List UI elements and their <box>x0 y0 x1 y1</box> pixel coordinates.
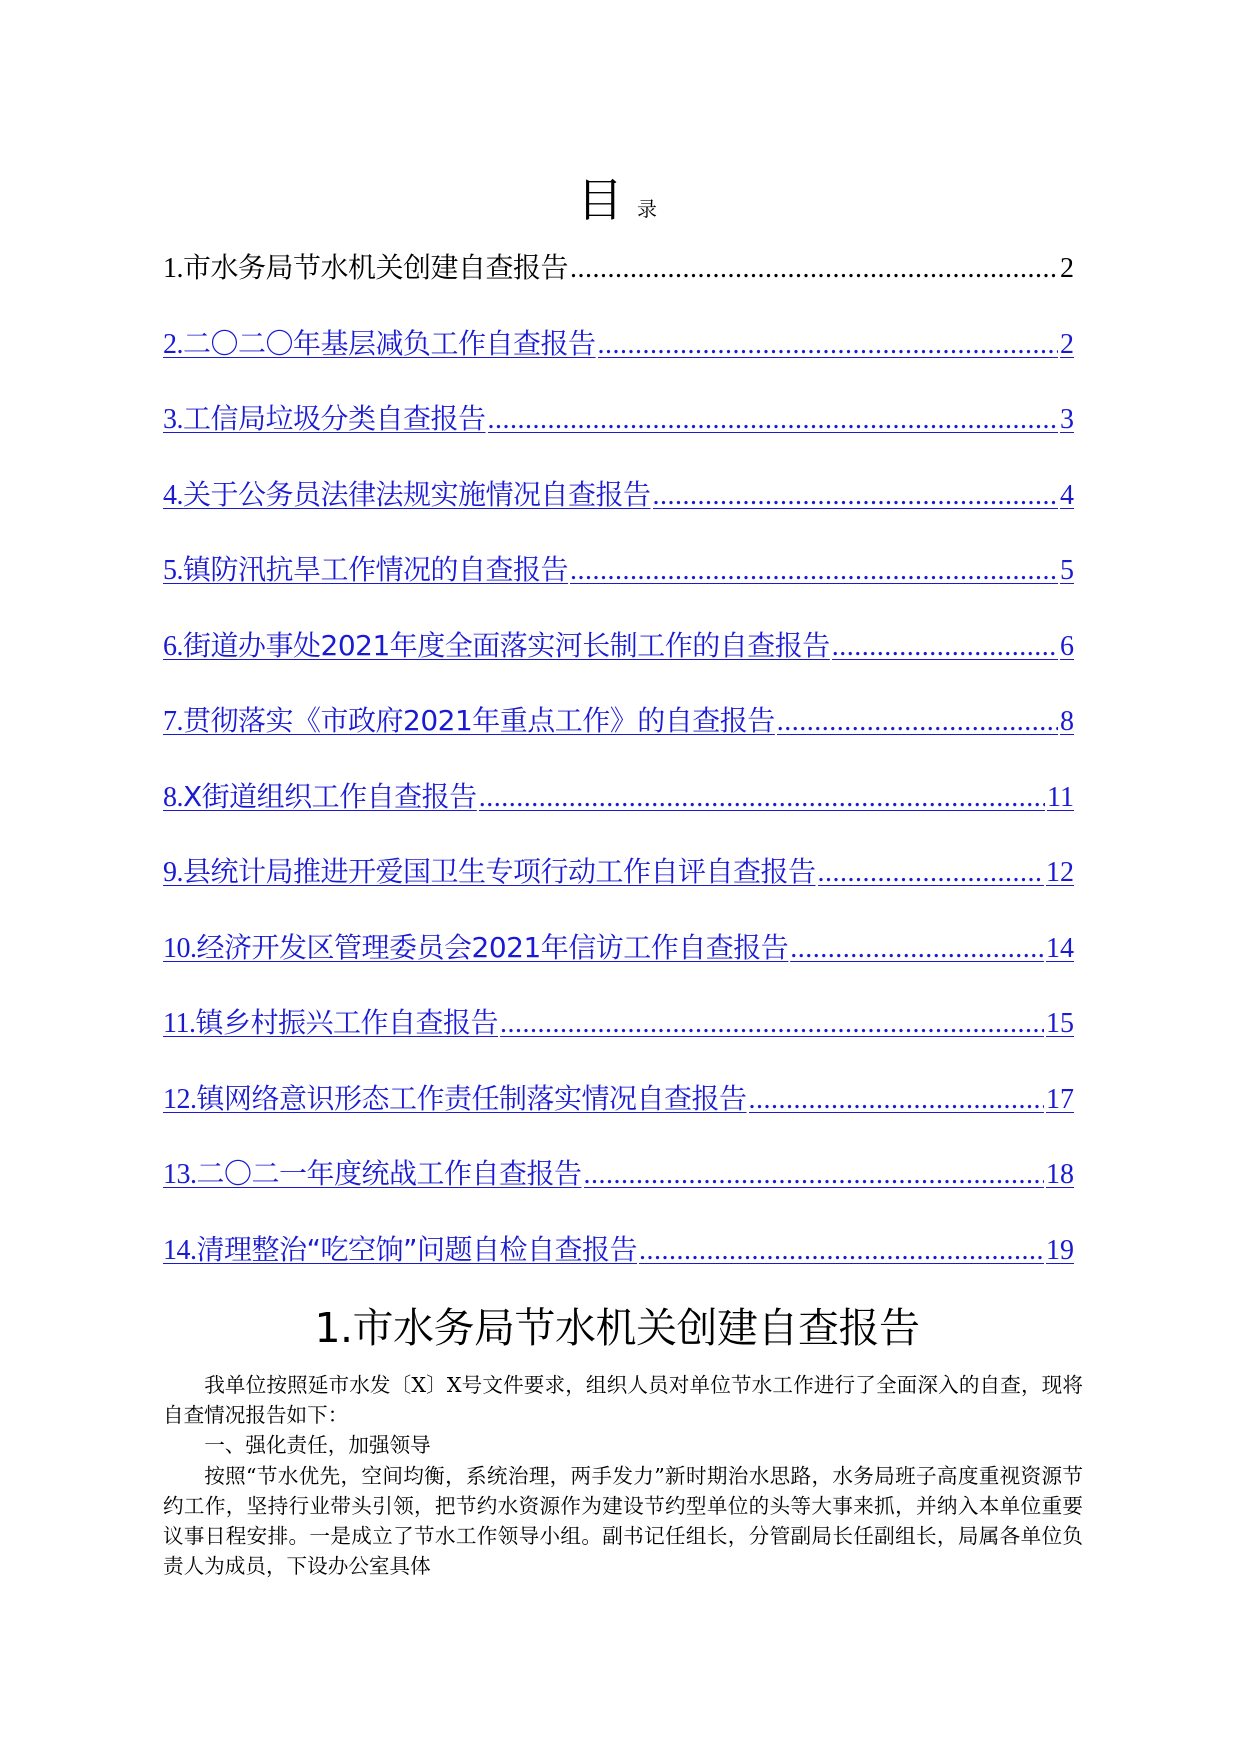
toc-entry-number: 5. <box>163 555 183 586</box>
toc-entry-number: 10. <box>163 932 197 964</box>
toc-entry-number: 12. <box>163 1083 197 1115</box>
toc-entry-number: 6. <box>163 630 183 662</box>
toc-entry-page-number: 8 <box>1060 706 1074 737</box>
toc-entry-number: 3. <box>163 404 183 435</box>
toc-entry-page-number: 18 <box>1046 1159 1074 1190</box>
toc-entry-text: X街道组织工作自查报告 <box>183 779 477 813</box>
toc-entry-leader-dots <box>500 1002 1044 1046</box>
toc-entry-leader-dots <box>584 1153 1044 1197</box>
table-of-contents <box>163 246 1074 1303</box>
toc-entry-text: 镇防汛抗旱工作情况的自查报告 <box>183 553 569 586</box>
toc-entry-number: 4. <box>163 479 183 511</box>
toc-entry-3[interactable] <box>163 397 1074 473</box>
toc-entry-number: 8. <box>163 781 183 813</box>
article-paragraph: 按照“节水优先，空间均衡，系统治理，两手发力”新时期治水思路，水务局班子高度重视资源节约工作，坚持行业带头引领，把节约水资源作为建设节约型单位的头等大事来抓，并纳入本单位重要议事日程安排。一是成立了节水工作领导小组。副书记任组长，分管副局长任副组长，局属各单位负责人为成员，下设办公室具体 <box>163 1463 1083 1579</box>
toc-entry-2[interactable] <box>163 322 1074 398</box>
toc-entry-title <box>163 850 816 895</box>
toc-entry-number: 14. <box>163 1234 197 1266</box>
toc-entry-number: 13. <box>163 1159 197 1190</box>
toc-heading <box>0 172 1234 239</box>
toc-entry-page-number: 2 <box>1060 253 1074 284</box>
toc-entry-page-number: 17 <box>1046 1083 1074 1115</box>
toc-entry-6[interactable] <box>163 624 1074 700</box>
toc-entry-text: 关于公务员法律法规实施情况自查报告 <box>183 477 651 511</box>
toc-entry-title <box>163 1077 747 1122</box>
toc-entry-text: 经济开发区管理委员会2021年信访工作自查报告 <box>196 930 789 964</box>
toc-entry-leader-dots <box>598 323 1058 367</box>
toc-entry-1[interactable] <box>163 246 1074 322</box>
toc-entry-leader-dots <box>479 776 1045 820</box>
toc-entry-title <box>163 397 486 442</box>
toc-entry-leader-dots <box>749 1078 1044 1122</box>
toc-entry-leader-dots <box>488 398 1058 442</box>
article-paragraph: 我单位按照延市水发〔X〕X号文件要求，组织人员对单位节水工作进行了全面深入的自查，现将自查情况报告如下： <box>163 1373 1083 1428</box>
article-title: 1.市水务局节水机关创建自查报告 <box>314 1304 920 1352</box>
toc-entry-14[interactable] <box>163 1228 1074 1304</box>
toc-entry-title <box>163 322 596 367</box>
article-paragraph: 一、强化责任，加强领导 <box>204 1433 431 1458</box>
toc-entry-text: 街道办事处2021年度全面落实河长制工作的自查报告 <box>183 628 830 662</box>
toc-entry-5[interactable] <box>163 548 1074 624</box>
toc-entry-text: 二〇二〇年基层减负工作自查报告 <box>183 326 596 360</box>
toc-entry-leader-dots <box>777 700 1058 744</box>
toc-entry-page-number: 5 <box>1060 555 1074 586</box>
toc-entry-11[interactable] <box>163 1001 1074 1077</box>
toc-entry-leader-dots <box>653 474 1058 518</box>
toc-heading-main: 目 <box>577 173 623 227</box>
toc-entry-number: 9. <box>163 857 183 888</box>
toc-entry-number: 1. <box>163 253 183 284</box>
toc-entry-title <box>163 1001 498 1046</box>
toc-entry-text: 县统计局推进开爱国卫生专项行动工作自评自查报告 <box>183 855 816 888</box>
toc-entry-text: 镇网络意识形态工作责任制落实情况自查报告 <box>196 1081 747 1115</box>
toc-entry-title <box>163 246 568 291</box>
toc-entry-leader-dots <box>639 1229 1044 1273</box>
toc-entry-title <box>163 1152 582 1197</box>
toc-entry-number: 2. <box>163 328 183 360</box>
toc-entry-4[interactable] <box>163 473 1074 549</box>
toc-entry-text: 清理整治“吃空饷”问题自检自查报告 <box>196 1232 638 1266</box>
toc-entry-8[interactable] <box>163 775 1074 851</box>
toc-entry-text: 市水务局节水机关创建自查报告 <box>183 251 569 284</box>
toc-heading-sub: 录 <box>637 197 657 221</box>
toc-entry-leader-dots <box>570 247 1058 291</box>
article-body <box>163 1370 1083 1581</box>
toc-entry-text: 二〇二一年度统战工作自查报告 <box>196 1157 582 1190</box>
toc-entry-page-number: 6 <box>1060 630 1074 662</box>
toc-entry-title <box>163 473 651 518</box>
toc-entry-text: 贯彻落实《市政府2021年重点工作》的自查报告 <box>183 704 775 737</box>
toc-entry-page-number: 3 <box>1060 404 1074 435</box>
toc-entry-leader-dots <box>832 625 1058 669</box>
toc-entry-page-number: 19 <box>1046 1234 1074 1266</box>
toc-entry-12[interactable] <box>163 1077 1074 1153</box>
toc-entry-page-number: 11 <box>1047 781 1074 813</box>
toc-entry-text: 工信局垃圾分类自查报告 <box>183 402 486 435</box>
toc-entry-title <box>163 1228 637 1273</box>
toc-entry-9[interactable] <box>163 850 1074 926</box>
toc-entry-title <box>163 775 477 820</box>
toc-entry-leader-dots <box>818 851 1044 895</box>
toc-entry-page-number: 4 <box>1060 479 1074 511</box>
toc-entry-title <box>163 624 830 669</box>
toc-entry-text: 镇乡村振兴工作自查报告 <box>195 1006 498 1039</box>
toc-entry-leader-dots <box>790 927 1044 971</box>
toc-entry-leader-dots <box>570 549 1058 593</box>
toc-entry-title <box>163 699 775 744</box>
toc-entry-title <box>163 548 568 593</box>
toc-entry-number: 7. <box>163 706 183 737</box>
toc-entry-page-number: 12 <box>1046 857 1074 888</box>
toc-entry-page-number: 15 <box>1046 1008 1074 1039</box>
toc-entry-10[interactable] <box>163 926 1074 1002</box>
toc-entry-page-number: 2 <box>1060 328 1074 360</box>
toc-entry-number: 11. <box>163 1008 196 1039</box>
toc-entry-7[interactable] <box>163 699 1074 775</box>
toc-entry-13[interactable] <box>163 1152 1074 1228</box>
toc-entry-title <box>163 926 788 971</box>
toc-entry-page-number: 14 <box>1046 932 1074 964</box>
